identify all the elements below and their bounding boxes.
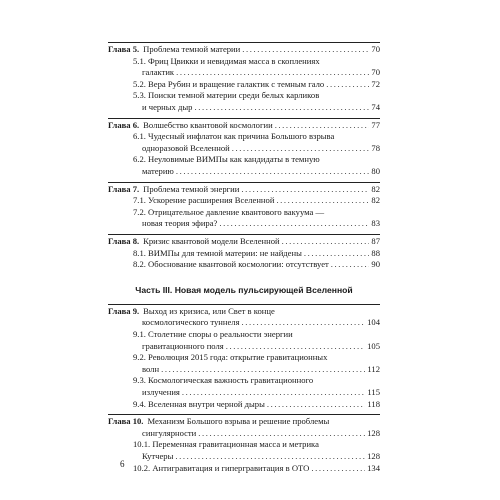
entry-page-number: 105 [367, 340, 380, 351]
chapter-heading-line [108, 236, 380, 247]
toc-entry-line [133, 90, 319, 101]
entry-text: Механизм Большого взрыва и решение проблемы [147, 416, 330, 427]
entry-text: Проблема темной энергии [143, 183, 240, 194]
dot-leader [275, 120, 370, 131]
entry-text: 9.3. Космологическая важность гравитационного [133, 375, 314, 386]
dot-leader [219, 218, 369, 229]
entry-page-number: 118 [367, 398, 380, 409]
dot-leader [331, 259, 370, 270]
entry-text: 5.3. Поиски темной материи среди белых карликов [133, 90, 320, 101]
chapter-heading-line [108, 120, 380, 131]
entry-text: 10.2. Антигравитация и гипергравитация в ОТО [133, 462, 310, 473]
entry-text: 10.1. Переменная гравитационная масса и метрика [133, 439, 319, 450]
entry-text: 8.2. Обоснование квантовой космологии: отсутствует [133, 259, 329, 270]
entry-text: космологического туннеля [142, 317, 240, 328]
dot-leader [241, 184, 369, 195]
entry-text: сингулярности [142, 427, 197, 438]
entry-text: 5.2. Вера Рубин и вращение галактик с темным гало [133, 78, 325, 89]
dot-leader [304, 248, 370, 259]
toc-entry-line [133, 79, 380, 90]
chapter-divider-rule [108, 234, 380, 235]
entry-text: 6.2. Неуловимые ВИМПы как кандидаты в темную [133, 154, 320, 165]
toc-entry-line [133, 131, 334, 142]
toc-entry-line [142, 387, 380, 398]
entry-page-number: 104 [367, 317, 380, 328]
dot-leader [232, 143, 370, 154]
entry-page-number: 90 [371, 259, 380, 270]
entry-page-number: 82 [371, 183, 380, 194]
toc-entry-line [133, 352, 327, 363]
entry-page-number: 88 [371, 247, 380, 258]
toc-entry-line [142, 67, 380, 78]
entry-page-number: 128 [367, 450, 380, 461]
entry-page-number: 70 [371, 67, 380, 78]
chapter-label: Глава 5. [108, 44, 140, 54]
dot-leader [182, 387, 366, 398]
toc-entry-line [142, 218, 380, 229]
dot-leader [326, 79, 369, 90]
toc-entry-line [133, 375, 313, 386]
dot-leader [176, 166, 370, 177]
dot-leader [242, 44, 369, 55]
entry-text: Кризис квантовой модели Вселенной [143, 236, 280, 246]
entry-page-number: 134 [367, 462, 380, 473]
chapter-divider-rule [108, 304, 380, 305]
dot-leader [267, 399, 366, 410]
chapter-heading-line [108, 44, 380, 55]
dot-leader [282, 236, 370, 247]
entry-text: 7.1. Ускорение расширения Вселенной [133, 195, 275, 206]
chapter-heading-line [108, 306, 275, 317]
dot-leader [194, 102, 369, 113]
chapter-divider-rule [108, 42, 380, 43]
toc-entry-line [133, 463, 380, 474]
page-number: 6 [120, 459, 125, 469]
part-heading: Часть III. Новая модель пульсирующей Вселенной [135, 284, 353, 295]
entry-text: 9.4. Вселенная внутри черной дыры [133, 398, 265, 409]
entry-text: материю [142, 165, 174, 176]
chapter-divider-rule [108, 118, 380, 119]
entry-text: Кутчеры [142, 450, 174, 461]
entry-text: Выход из кризиса, или Свет в конце [143, 305, 275, 316]
entry-text: 9.2. Революция 2015 года: открытие гравитационных [133, 352, 328, 363]
entry-page-number: 70 [371, 44, 380, 54]
entry-text: галактик [142, 67, 175, 78]
entry-page-number: 78 [371, 142, 380, 153]
toc-entry-line [133, 329, 293, 340]
entry-text: волн [142, 363, 160, 374]
toc-entry-line [133, 439, 319, 450]
dot-leader [175, 451, 365, 462]
chapter-heading-line [108, 416, 329, 427]
toc-entry-line [142, 364, 380, 375]
entry-page-number: 115 [367, 386, 380, 397]
toc-entry-line [142, 166, 380, 177]
entry-text: новая теория эфира? [142, 218, 218, 229]
toc-entry-line [142, 317, 380, 328]
entry-page-number: 87 [371, 236, 380, 246]
dot-leader [198, 428, 365, 439]
toc-entry-line [133, 248, 380, 259]
toc-entry-line [133, 207, 324, 218]
entry-text: 8.1. ВИМПы для темной материи: не найдены [133, 247, 302, 258]
entry-page-number: 74 [371, 102, 380, 112]
entry-text: 7.2. Отрицательное давление квантового вакуума — [133, 206, 325, 217]
entry-page-number: 72 [371, 78, 380, 89]
entry-text: одноразовой Вселенной [142, 142, 230, 153]
entry-page-number: 83 [371, 218, 380, 229]
entry-page-number: 80 [371, 165, 380, 176]
entry-text: Проблема темной материи [143, 44, 241, 54]
entry-text: излучения [142, 386, 180, 397]
dot-leader [161, 364, 365, 375]
toc-entry-line [142, 102, 380, 113]
entry-text: и черных дыр [142, 102, 193, 112]
toc-entry-line [142, 451, 380, 462]
entry-text: Волшебство квантовой космологии [143, 119, 273, 130]
dot-leader [276, 195, 369, 206]
entry-page-number: 77 [371, 119, 380, 130]
chapter-label: Глава 7. [108, 183, 140, 194]
chapter-divider-rule [108, 182, 380, 183]
entry-text: 9.1. Столетние споры о реальности энергии [133, 328, 293, 339]
dot-leader [242, 317, 366, 328]
chapter-heading-line [108, 184, 380, 195]
entry-page-number: 128 [367, 427, 380, 438]
chapter-label: Глава 9. [108, 305, 140, 316]
entry-text: 5.1. Фриц Цвикки и невидимая масса в скоплениях [133, 55, 320, 66]
chapter-label: Глава 10. [108, 416, 144, 427]
chapter-label: Глава 8. [108, 236, 140, 246]
toc-entry-line [133, 399, 380, 410]
toc-entry-line [133, 195, 380, 206]
chapter-label: Глава 6. [108, 119, 140, 130]
entry-page-number: 112 [367, 363, 380, 374]
entry-text: гравитационного поля [142, 340, 224, 351]
toc-entry-line [142, 428, 380, 439]
dot-leader [176, 67, 369, 78]
toc-entry-line [142, 143, 380, 154]
dot-leader [226, 341, 365, 352]
entry-text: 6.1. Чудесный инфлатон как причина Большого взрыва [133, 131, 335, 142]
dot-leader [311, 463, 365, 474]
toc-entry-line [133, 56, 320, 67]
chapter-divider-rule [108, 414, 380, 415]
toc-entry-line [142, 341, 380, 352]
toc-entry-line [133, 154, 320, 165]
toc-entry-line [133, 259, 380, 270]
entry-page-number: 82 [371, 195, 380, 206]
